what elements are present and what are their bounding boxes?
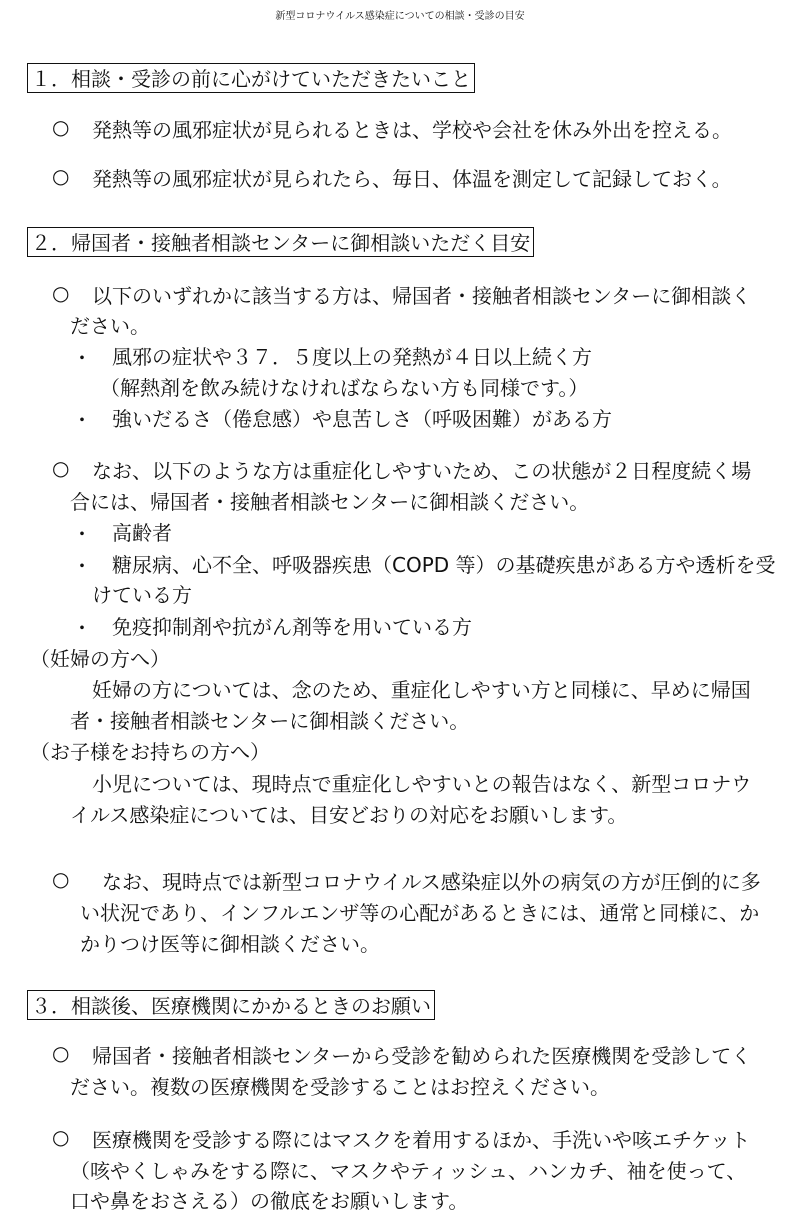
section2-heading: ２．帰国者・接触者相談センターに御相談いただく目安	[27, 227, 534, 257]
section2-paragraph3: なお、現時点では新型コロナウイルス感染症以外の病気の方が圧倒的に多	[102, 870, 761, 894]
section2-paragraph2: なお、以下のような方は重症化しやすいため、この状態が２日程度続く場	[92, 459, 752, 483]
dot-symbol: ・	[72, 554, 92, 578]
children-heading: （お子様をお持ちの方へ）	[30, 740, 270, 764]
section3-paragraph1-cont: ださい。複数の医療機関を受診することはお控えください。	[70, 1075, 610, 1099]
section2-criterion: 強いだるさ（倦怠感）や息苦しさ（呼吸困難）がある方	[112, 407, 612, 431]
section2-criterion: 風邪の症状や３７．５度以上の発熱が４日以上続く方	[112, 345, 592, 369]
dot-symbol: ・	[72, 408, 92, 432]
risk-group: 高齢者	[112, 521, 172, 545]
section2-paragraph2-cont: 合には、帰国者・接触者相談センターに御相談ください。	[70, 490, 590, 514]
bullet-symbol: ○	[52, 1041, 70, 1065]
bullet-symbol: ○	[52, 1125, 70, 1149]
pregnant-text-cont: 者・接触者相談センターに御相談ください。	[70, 709, 470, 733]
pregnant-text: 妊婦の方については、念のため、重症化しやすい方と同様に、早めに帰国	[92, 678, 751, 702]
bullet-symbol: ○	[52, 456, 70, 480]
section2-criterion-note: （解熱剤を飲み続けなければならない方も同様です。）	[100, 376, 589, 400]
children-text-cont: イルス感染症については、目安どおりの対応をお願いします。	[70, 803, 628, 827]
risk-group: 糖尿病、心不全、呼吸器疾患（COPD 等）の基礎疾患がある方や透析を受	[112, 553, 776, 577]
section3-paragraph2-cont: （咳やくしゃみをする際に、マスクやティッシュ、ハンカチ、袖を使って、	[70, 1159, 747, 1183]
dot-symbol: ・	[72, 522, 92, 546]
section2-paragraph1-cont: ださい。	[70, 314, 150, 338]
section2-paragraph3-cont: かりつけ医等に御相談ください。	[80, 932, 380, 956]
bullet-symbol: ○	[52, 115, 70, 139]
section3-paragraph2-cont: 口や鼻をおさえる）の徹底をお願いします。	[70, 1189, 469, 1213]
page-title: 新型コロナウイルス感染症についての相談・受診の目安	[275, 11, 525, 22]
bullet-symbol: ○	[52, 867, 70, 891]
risk-group: 免疫抑制剤や抗がん剤等を用いている方	[112, 615, 472, 639]
children-text: 小児については、現時点で重症化しやすいとの報告はなく、新型コロナウ	[92, 772, 752, 796]
section3-heading: ３．相談後、医療機関にかかるときのお願い	[27, 990, 435, 1020]
section1-item: 発熱等の風邪症状が見られるときは、学校や会社を休み外出を控える。	[92, 118, 732, 142]
section3-paragraph1: 帰国者・接触者相談センターから受診を勧められた医療機関を受診してく	[92, 1044, 752, 1068]
risk-group-cont: けている方	[92, 583, 192, 607]
section1-heading: １．相談・受診の前に心がけていただきたいこと	[27, 63, 475, 93]
bullet-symbol: ○	[52, 164, 70, 188]
section1-item: 発熱等の風邪症状が見られたら、毎日、体温を測定して記録しておく。	[92, 167, 732, 191]
section2-paragraph3-cont: い状況であり、インフルエンザ等の心配があるときには、通常と同様に、か	[80, 901, 760, 925]
bullet-symbol: ○	[52, 281, 70, 305]
section3-paragraph2: 医療機関を受診する際にはマスクを着用するほか、手洗いや咳エチケット	[92, 1128, 751, 1152]
section2-paragraph1: 以下のいずれかに該当する方は、帰国者・接触者相談センターに御相談く	[92, 284, 752, 308]
dot-symbol: ・	[72, 346, 92, 370]
pregnant-heading: （妊婦の方へ）	[30, 647, 170, 671]
dot-symbol: ・	[72, 616, 92, 640]
